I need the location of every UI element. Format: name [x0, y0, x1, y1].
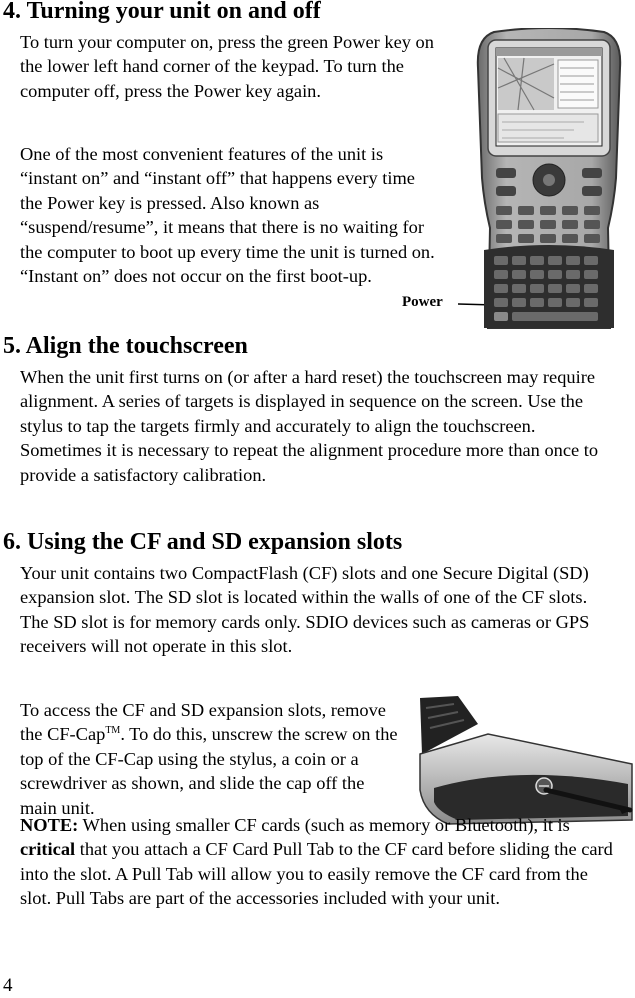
- power-key: [494, 312, 508, 321]
- cf-cap-text-a: To access the CF and SD expansion slots, remove the CF-Cap: [20, 700, 386, 745]
- paragraph-note-pull-tab: [20, 813, 620, 911]
- note-text-b: that you attach a CF Card Pull Tab to the CF card before sliding the card into the slot. A Pull Tab will allow you to easily remove the CF card from the slot. Pull Tabs are part of the accessories included with your unit.: [20, 839, 613, 909]
- paragraph-align-touchscreen: When the unit first turns on (or after a hard reset) the touchscreen may require alignment. A series of targets is displayed in sequence on the screen. Use the stylus to tap the targets firmly and accurately to align the touchscreen. Sometimes it is necessary to repeat the alignment procedure more than once to provide a satisfactory calibration.: [20, 367, 599, 485]
- cf-cap-stylus-image: [418, 694, 633, 830]
- heading-cf-sd-slots: 6. Using the CF and SD expansion slots: [3, 529, 403, 555]
- power-key-label: Power: [402, 294, 443, 310]
- cf-cap-text-b: . To do this, unscrew the screw on the top of the CF-Cap using the stylus, a coin or a screwdriver as shown, and slide the cap off the main unit.: [20, 724, 398, 818]
- note-text-a: When using smaller CF cards (such as memory or Bluetooth), it is: [78, 815, 570, 835]
- heading-align-touchscreen: 5. Align the touchscreen: [3, 333, 248, 359]
- handheld-computer-image: [474, 28, 624, 334]
- paragraph-instant-on: One of the most convenient features of the unit is “instant on” and “instant off” that happens every time the Power key is pressed. Also known as “suspend/resume”, it means that there is no waiting for the computer to boot up every time the unit is turned on. “Instant on” does not occur on the first boot-up.: [20, 144, 435, 287]
- note-label: NOTE:: [20, 815, 79, 835]
- paragraph-power-instructions: To turn your computer on, press the green Power key on the lower left hand corner of the keypad. To turn the computer off, press the Power key again.: [20, 32, 434, 101]
- heading-turning-unit-on-off: 4. Turning your unit on and off: [3, 0, 321, 24]
- paragraph-cf-cap-removal: [20, 698, 400, 820]
- note-critical: critical: [20, 839, 76, 860]
- page-number: 4: [3, 975, 13, 996]
- paragraph-expansion-slots: Your unit contains two CompactFlash (CF) slots and one Secure Digital (SD) expansion slot. The SD slot is located within the walls of one of the CF slots. The SD slot is for memory cards only. SDIO devices such as cameras or GPS receivers will not operate in this slot.: [20, 563, 590, 657]
- trademark-mark: TM: [105, 725, 121, 737]
